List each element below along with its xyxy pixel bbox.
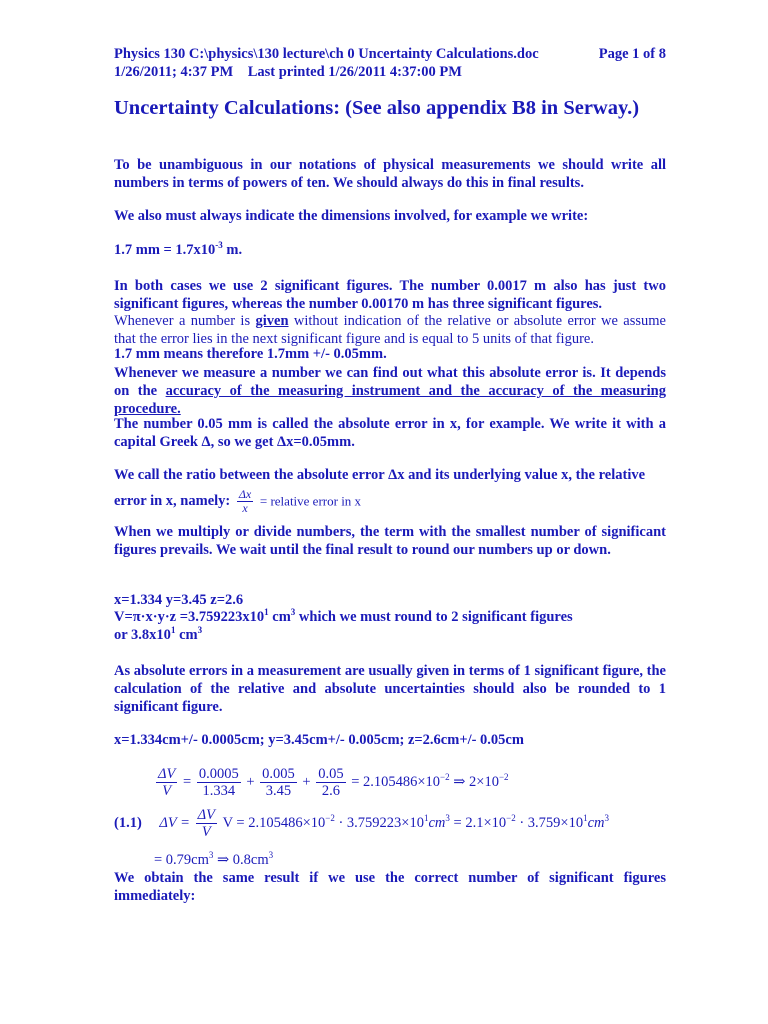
given-emphasis: given bbox=[255, 313, 289, 329]
equation-relative-error-sum: $\frac{\Delta V}{V}$ = $\frac{0.0005}{1.334}$ + $\frac{0.005}{3.45}$ + $\frac{0.05}{2.6}$ = $2.105486\times 10^{-2}$ ⇒ $2\times 10^{-2}$ bbox=[158, 766, 509, 799]
values-with-errors: x=1.334cm+/- 0.0005cm; y=3.45cm+/- 0.005cm; z=2.6cm+/- 0.05cm bbox=[114, 732, 524, 748]
values-xyz: x=1.334 y=3.45 z=2.6 bbox=[114, 592, 244, 608]
page-title: Uncertainty Calculations: (See also appendix B8 in Serway.) bbox=[114, 97, 640, 119]
paragraph-multiply-divide: When we multiply or divide numbers, the term with the smallest number of significant figures prevails. We wait until the final result to round our numbers up or down. bbox=[114, 524, 666, 558]
paragraph-absolute-errors: As absolute errors in a measurement are usually given in terms of 1 significant figure, the calculation of the relative and absolute uncertainties should also be rounded to 1 significant figure. bbox=[114, 663, 666, 715]
relative-error-definition: error in x, namely: $\frac{\Delta x}{x}$ = relative error in x bbox=[114, 487, 362, 515]
equation-absolute-error: (1.1) ΔV = $\frac{\Delta V}{V}$ $V = 2.105486\times 10^{-2} \cdot 3.759223\times 10^1cm^3 = 2.1\times 10^{-2} \cdot 3.759\times 10^1cm^3$ bbox=[114, 807, 610, 840]
paragraph-delta: The number 0.05 mm is called the absolute error in x, for example. We write it with a capital Greek Δ, so we get Δx=0.05mm. bbox=[114, 416, 666, 450]
header-print-date: 1/26/2011; 4:37 PM Last printed 1/26/2011 4:37:00 PM bbox=[114, 64, 462, 80]
volume-rounded: or $3.8x10^1$ $cm^3$ bbox=[114, 625, 203, 643]
equation-rounded-result: = $0.79cm^3$ ⇒ $0.8cm^3$ bbox=[154, 850, 274, 868]
paragraph-significant-figures: In both cases we use 2 significant figures. The number 0.0017 m also has just two significant figures, whereas the number 0.00170 m has three significant figures. bbox=[114, 278, 666, 312]
paragraph-dimensions: We also must always indicate the dimensions involved, for example we write: bbox=[114, 208, 589, 224]
volume-computation: $V=\pi\cdot x\cdot y\cdot z =3.759223x10^1$ $cm^3$ which we must round to 2 significant figures bbox=[114, 607, 573, 625]
paragraph-notation: To be unambiguous in our notations of physical measurements we should write all numbers in terms of powers of ten. We should always do this in final results. bbox=[114, 157, 666, 191]
equation-number: (1.1) bbox=[114, 815, 142, 831]
paragraph-relative-error: We call the ratio between the absolute error Δx and its underlying value x, the relative bbox=[114, 467, 646, 483]
paragraph-meaning: 1.7 mm means therefore 1.7mm +/- 0.05mm. bbox=[114, 346, 387, 362]
header-page-number: Page 1 of 8 bbox=[598, 46, 666, 62]
paragraph-same-result: We obtain the same result if we use the correct number of significant figures immediately: bbox=[114, 870, 666, 904]
header-file-path: Physics 130 C:\physics\130 lecture\ch 0 Uncertainty Calculations.doc bbox=[114, 46, 539, 62]
paragraph-given-number: Whenever a number is given without indication of the relative or absolute error we assume that the error lies in the next significant figure and is equal to 5 units of that figure. bbox=[114, 313, 666, 347]
paragraph-absolute-error: Whenever we measure a number we can find out what this absolute error is. It depends on the accuracy of the measuring instrument and the accuracy of the measuring procedure. bbox=[114, 365, 666, 417]
example-conversion: 1.7 mm = $1.7x10^{-3}$ m. bbox=[114, 240, 243, 258]
